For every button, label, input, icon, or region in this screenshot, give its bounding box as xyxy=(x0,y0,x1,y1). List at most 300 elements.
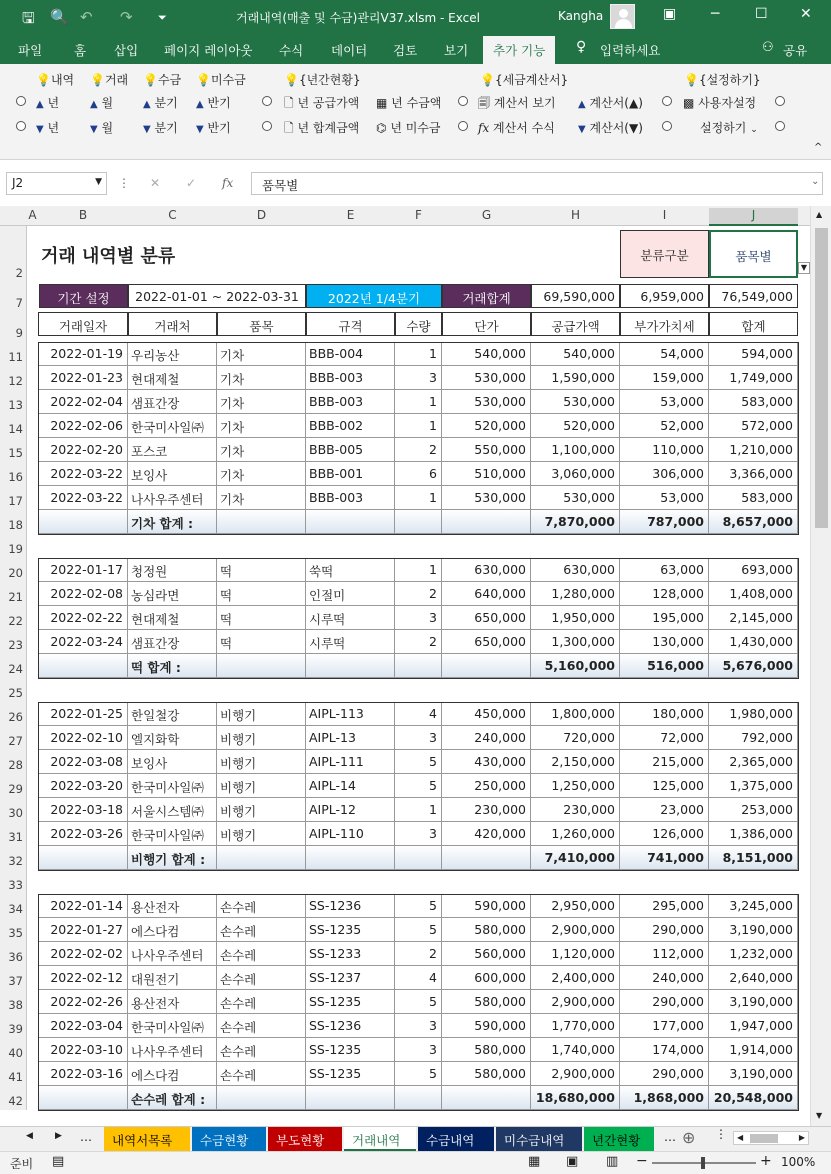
radio-annual-1[interactable] xyxy=(262,95,272,109)
cell[interactable]: 비행기 xyxy=(217,822,306,846)
cell[interactable]: BBB-003 xyxy=(306,390,395,414)
cell[interactable]: 1 xyxy=(395,342,442,366)
cell[interactable]: 1,800,000 xyxy=(531,702,620,726)
cell[interactable]: 한일철강 xyxy=(128,702,217,726)
ribbon-year-down[interactable]: ▼ 년 xyxy=(36,121,60,135)
cell[interactable]: 306,000 xyxy=(620,462,709,486)
cell[interactable]: 2022-03-22 xyxy=(38,486,128,510)
menu-addins[interactable]: 추가 기능 xyxy=(483,36,555,64)
sheet-tab[interactable]: 수금현황 xyxy=(192,1127,266,1151)
cell[interactable]: 쑥떡 xyxy=(306,558,395,582)
cell[interactable]: 240,000 xyxy=(442,726,531,750)
cell[interactable]: 1,770,000 xyxy=(531,1014,620,1038)
row-header[interactable]: 37 xyxy=(0,966,27,990)
cell[interactable]: 240,000 xyxy=(620,966,709,990)
cell[interactable]: 52,000 xyxy=(620,414,709,438)
cell[interactable]: 2022-03-24 xyxy=(38,630,128,654)
sheet-tab[interactable]: 미수금내역 xyxy=(496,1127,582,1151)
row-header[interactable]: 38 xyxy=(0,990,27,1014)
ribbon-year-unpaid[interactable]: ⌬ 년 미수금 xyxy=(376,121,441,135)
row-header[interactable]: 26 xyxy=(0,702,27,726)
scroll-thumb[interactable] xyxy=(815,228,828,528)
scroll-down-icon[interactable]: ▼ xyxy=(816,1111,823,1120)
cell[interactable]: 2022-03-04 xyxy=(38,1014,128,1038)
cell[interactable]: 4 xyxy=(395,966,442,990)
sheet-tab[interactable]: 부도현황 xyxy=(268,1127,342,1151)
row-header[interactable]: 42 xyxy=(0,1086,27,1110)
enter-icon[interactable]: ✓ xyxy=(186,176,197,190)
cell[interactable]: 5 xyxy=(395,750,442,774)
horizontal-scrollbar[interactable] xyxy=(733,1131,809,1145)
ribbon-month-down[interactable]: ▼ 월 xyxy=(90,121,114,135)
cell[interactable]: 174,000 xyxy=(620,1038,709,1062)
sheet-tab[interactable]: 년간현황 xyxy=(584,1127,654,1151)
cell[interactable]: 63,000 xyxy=(620,558,709,582)
cell[interactable]: SS-1235 xyxy=(306,918,395,942)
cell[interactable]: 2,150,000 xyxy=(531,750,620,774)
cell[interactable]: 195,000 xyxy=(620,606,709,630)
column-header[interactable]: B xyxy=(78,208,88,222)
ribbon-btn-trade[interactable]: 💡거래 xyxy=(90,73,129,87)
period-value[interactable]: 2022-01-01 ~ 2022-03-31 xyxy=(128,284,306,308)
ribbon-user-settings[interactable]: ▩ 사용자설정 xyxy=(683,96,757,110)
row-header[interactable]: 35 xyxy=(0,918,27,942)
cell[interactable]: 2,900,000 xyxy=(531,918,620,942)
cell[interactable]: 112,000 xyxy=(620,942,709,966)
cell[interactable]: 포스코 xyxy=(128,438,217,462)
share-button[interactable]: 공유 xyxy=(783,43,808,58)
cell[interactable]: 1,947,000 xyxy=(709,1014,798,1038)
cell[interactable]: 2,365,000 xyxy=(709,750,798,774)
cell[interactable]: BBB-003 xyxy=(306,366,395,390)
cell[interactable]: 기차 xyxy=(217,462,306,486)
menu-page-layout[interactable]: 페이지 레이아웃 xyxy=(164,43,253,58)
cell[interactable]: 72,000 xyxy=(620,726,709,750)
cell[interactable]: 시루떡 xyxy=(306,606,395,630)
row-header[interactable]: 31 xyxy=(0,822,27,846)
cell[interactable]: 2 xyxy=(395,582,442,606)
cell[interactable]: 1,280,000 xyxy=(531,582,620,606)
cell[interactable]: 5 xyxy=(395,894,442,918)
cell[interactable]: 720,000 xyxy=(531,726,620,750)
cell[interactable]: 용산전자 xyxy=(128,990,217,1014)
zoom-out-icon[interactable]: − xyxy=(636,1153,648,1169)
ribbon-year-total[interactable]: 🗋 년 합계금액 xyxy=(284,121,360,135)
ribbon-settings-dropdown[interactable]: 설정하기 ⌄ xyxy=(700,121,758,135)
cell[interactable]: 떡 xyxy=(217,606,306,630)
name-box[interactable]: J2 ▼ xyxy=(6,172,107,195)
cell[interactable]: 5 xyxy=(395,918,442,942)
ribbon-quarter-up[interactable]: ▲ 분기 xyxy=(143,96,178,110)
worksheet[interactable] xyxy=(27,226,810,1120)
more-tabs-icon[interactable]: … xyxy=(80,1130,92,1144)
cell[interactable]: SS-1235 xyxy=(306,1062,395,1086)
cell[interactable]: 기차 xyxy=(217,414,306,438)
cell[interactable]: 520,000 xyxy=(442,414,531,438)
cell[interactable]: 5 xyxy=(395,774,442,798)
cell[interactable]: 3,190,000 xyxy=(709,1062,798,1086)
cell[interactable]: 1,590,000 xyxy=(531,366,620,390)
cell[interactable]: 2022-03-26 xyxy=(38,822,128,846)
cell[interactable]: BBB-002 xyxy=(306,414,395,438)
row-header[interactable]: 27 xyxy=(0,726,27,750)
radio-invoice-2[interactable] xyxy=(458,120,468,134)
column-header[interactable]: G xyxy=(481,208,492,222)
row-header[interactable]: 30 xyxy=(0,798,27,822)
vertical-scrollbar[interactable] xyxy=(810,206,831,1126)
row-header[interactable]: 33 xyxy=(0,870,27,894)
category-button[interactable]: 분류구분 xyxy=(620,230,709,278)
cell[interactable]: 128,000 xyxy=(620,582,709,606)
cell[interactable]: 1,950,000 xyxy=(531,606,620,630)
scroll-up-icon[interactable]: ▲ xyxy=(816,210,823,219)
cell[interactable]: 샘표간장 xyxy=(128,390,217,414)
cell[interactable]: 기차 xyxy=(217,342,306,366)
cell[interactable]: 2022-02-20 xyxy=(38,438,128,462)
radio-row2[interactable] xyxy=(16,95,26,109)
cell[interactable]: 1,100,000 xyxy=(531,438,620,462)
cell[interactable]: SS-1237 xyxy=(306,966,395,990)
cell[interactable]: 3 xyxy=(395,366,442,390)
print-preview-icon[interactable]: 🔍 xyxy=(50,8,69,26)
more-tabs-icon[interactable]: … xyxy=(664,1130,676,1144)
cell[interactable]: 나사우주센터 xyxy=(128,486,217,510)
cell[interactable]: 530,000 xyxy=(442,486,531,510)
cell[interactable]: 3,366,000 xyxy=(709,462,798,486)
scroll-left-icon[interactable]: ◀ xyxy=(737,1133,744,1142)
cell[interactable]: SS-1236 xyxy=(306,1014,395,1038)
cell[interactable]: 253,000 xyxy=(709,798,798,822)
cell[interactable]: 나사우주센터 xyxy=(128,942,217,966)
row-header[interactable]: 34 xyxy=(0,894,27,918)
ribbon-year-up[interactable]: ▲ 년 xyxy=(36,96,60,110)
cell[interactable]: 손수레 xyxy=(217,942,306,966)
radio-settings-2[interactable] xyxy=(775,95,785,109)
radio-row3[interactable] xyxy=(16,120,26,134)
cell[interactable]: 기차 xyxy=(217,486,306,510)
cell[interactable]: 1,408,000 xyxy=(709,582,798,606)
zoom-slider[interactable] xyxy=(652,1162,756,1164)
zoom-in-icon[interactable]: + xyxy=(760,1153,772,1169)
cell[interactable]: 583,000 xyxy=(709,486,798,510)
cell[interactable]: 125,000 xyxy=(620,774,709,798)
cell[interactable]: 한국미사일㈜ xyxy=(128,414,217,438)
column-header[interactable]: J xyxy=(709,208,798,226)
cell[interactable]: 630,000 xyxy=(442,558,531,582)
cell[interactable]: 1,740,000 xyxy=(531,1038,620,1062)
cell[interactable]: 2022-01-14 xyxy=(38,894,128,918)
cell[interactable]: 2,900,000 xyxy=(531,990,620,1014)
customize-quick-access-icon[interactable]: ⏷ xyxy=(158,11,167,24)
cell[interactable]: 1,980,000 xyxy=(709,702,798,726)
cell[interactable]: 엘지화학 xyxy=(128,726,217,750)
cell[interactable]: AIPL-14 xyxy=(306,774,395,798)
row-header[interactable]: 13 xyxy=(0,390,27,414)
cell[interactable]: 비행기 xyxy=(217,750,306,774)
cell[interactable]: 대원전기 xyxy=(128,966,217,990)
redo-icon[interactable]: ↷ xyxy=(120,8,133,26)
ribbon-half-up[interactable]: ▲ 반기 xyxy=(196,96,231,110)
column-header[interactable]: I xyxy=(662,208,667,222)
row-header[interactable]: 20 xyxy=(0,558,27,582)
radio-invoice-1[interactable] xyxy=(458,95,468,109)
menu-file[interactable]: 파일 xyxy=(18,43,43,58)
cell[interactable]: 비행기 xyxy=(217,798,306,822)
cell[interactable]: 손수레 xyxy=(217,1014,306,1038)
row-header[interactable]: 25 xyxy=(0,678,27,702)
cell[interactable]: 572,000 xyxy=(709,414,798,438)
cell[interactable]: 비행기 xyxy=(217,726,306,750)
cell[interactable]: 에스다컴 xyxy=(128,1062,217,1086)
scroll-thumb[interactable] xyxy=(750,1134,778,1143)
cell[interactable]: BBB-005 xyxy=(306,438,395,462)
row-header[interactable]: 19 xyxy=(0,534,27,558)
cell[interactable]: 1 xyxy=(395,558,442,582)
cell[interactable]: 2022-02-04 xyxy=(38,390,128,414)
cell[interactable]: 580,000 xyxy=(442,918,531,942)
ribbon-btn-unpaid[interactable]: 💡미수금 xyxy=(196,73,246,87)
menu-data[interactable]: 데이터 xyxy=(331,43,368,58)
cell[interactable]: 비행기 xyxy=(217,702,306,726)
cell[interactable]: 159,000 xyxy=(620,366,709,390)
ribbon-btn-detail[interactable]: 💡내역 xyxy=(36,73,75,87)
cell[interactable]: 2,640,000 xyxy=(709,966,798,990)
cell[interactable]: 1 xyxy=(395,390,442,414)
radio-annual-2[interactable] xyxy=(262,120,272,134)
cell[interactable]: 2022-01-17 xyxy=(38,558,128,582)
cell[interactable]: 기차 xyxy=(217,438,306,462)
cell[interactable]: 530,000 xyxy=(442,390,531,414)
row-header[interactable]: 12 xyxy=(0,366,27,390)
user-name[interactable]: Kangha xyxy=(558,9,604,23)
cell[interactable]: AIPL-110 xyxy=(306,822,395,846)
cell[interactable]: 샘표간장 xyxy=(128,630,217,654)
cell[interactable]: 53,000 xyxy=(620,486,709,510)
cell[interactable]: 177,000 xyxy=(620,1014,709,1038)
cell[interactable]: 530,000 xyxy=(442,366,531,390)
new-sheet-icon[interactable]: ⊕ xyxy=(682,1128,696,1147)
cell[interactable]: 2022-02-26 xyxy=(38,990,128,1014)
cell[interactable]: AIPL-12 xyxy=(306,798,395,822)
cell[interactable]: 130,000 xyxy=(620,630,709,654)
radio-settings-4[interactable] xyxy=(775,120,785,134)
cell[interactable]: BBB-004 xyxy=(306,342,395,366)
cell[interactable]: 1,260,000 xyxy=(531,822,620,846)
normal-view-icon[interactable]: ▦ xyxy=(528,1154,541,1169)
cell[interactable]: 2022-02-22 xyxy=(38,606,128,630)
cell[interactable]: BBB-003 xyxy=(306,486,395,510)
cell[interactable]: 640,000 xyxy=(442,582,531,606)
cell[interactable]: 4 xyxy=(395,702,442,726)
zoom-level[interactable]: 100% xyxy=(781,1155,816,1169)
cell[interactable]: 3 xyxy=(395,1038,442,1062)
radio-settings-3[interactable] xyxy=(662,120,672,134)
cell[interactable]: 1 xyxy=(395,486,442,510)
row-header[interactable]: 28 xyxy=(0,750,27,774)
row-header[interactable]: 15 xyxy=(0,438,27,462)
cell[interactable]: 에스다컴 xyxy=(128,918,217,942)
cell[interactable]: 693,000 xyxy=(709,558,798,582)
cell[interactable]: 2022-02-12 xyxy=(38,966,128,990)
cell[interactable]: AIPL-111 xyxy=(306,750,395,774)
cell[interactable]: 1,375,000 xyxy=(709,774,798,798)
cell[interactable]: 손수레 xyxy=(217,990,306,1014)
cell[interactable]: 530,000 xyxy=(531,390,620,414)
row-header[interactable]: 32 xyxy=(0,846,27,870)
cell[interactable]: 떡 xyxy=(217,582,306,606)
cell[interactable]: 180,000 xyxy=(620,702,709,726)
minimize-icon[interactable]: ─ xyxy=(711,6,720,22)
cell[interactable]: 2,900,000 xyxy=(531,1062,620,1086)
cell[interactable]: 5 xyxy=(395,1062,442,1086)
menu-insert[interactable]: 삽입 xyxy=(114,43,139,58)
row-header[interactable]: 7 xyxy=(0,282,27,312)
cell[interactable]: 2 xyxy=(395,942,442,966)
cell[interactable]: 시루떡 xyxy=(306,630,395,654)
ribbon-btn-collect[interactable]: 💡수금 xyxy=(143,73,182,87)
cell[interactable]: 54,000 xyxy=(620,342,709,366)
cell[interactable]: 청정원 xyxy=(128,558,217,582)
cell[interactable]: 594,000 xyxy=(709,342,798,366)
cell[interactable]: 손수레 xyxy=(217,894,306,918)
cell[interactable]: 430,000 xyxy=(442,750,531,774)
cell[interactable]: 792,000 xyxy=(709,726,798,750)
column-header[interactable]: F xyxy=(415,208,422,222)
cell[interactable]: 2022-01-27 xyxy=(38,918,128,942)
cell[interactable]: 520,000 xyxy=(531,414,620,438)
ribbon-invoice-view[interactable]: 🗐 계산서 보기 xyxy=(478,96,556,110)
row-header[interactable]: 11 xyxy=(0,342,27,366)
cell[interactable]: 1,232,000 xyxy=(709,942,798,966)
cell[interactable]: 우리농산 xyxy=(128,342,217,366)
sheet-tab[interactable]: 수금내역 xyxy=(418,1127,494,1151)
cell[interactable]: 290,000 xyxy=(620,990,709,1014)
cell[interactable]: 6 xyxy=(395,462,442,486)
cell[interactable]: 2022-01-25 xyxy=(38,702,128,726)
cell[interactable]: 295,000 xyxy=(620,894,709,918)
cell[interactable]: 2022-03-20 xyxy=(38,774,128,798)
cell[interactable]: 용산전자 xyxy=(128,894,217,918)
maximize-icon[interactable]: ☐ xyxy=(755,6,768,22)
cell[interactable]: 590,000 xyxy=(442,1014,531,1038)
cell[interactable]: 3 xyxy=(395,726,442,750)
cell[interactable]: AIPL-13 xyxy=(306,726,395,750)
save-icon[interactable]: 🖫 xyxy=(22,9,35,27)
cell[interactable]: 한국미사일㈜ xyxy=(128,774,217,798)
cell[interactable]: 1,250,000 xyxy=(531,774,620,798)
cell[interactable]: 2022-03-16 xyxy=(38,1062,128,1086)
cell[interactable]: 580,000 xyxy=(442,1038,531,1062)
cell[interactable]: 650,000 xyxy=(442,606,531,630)
cell[interactable]: 손수레 xyxy=(217,966,306,990)
row-header[interactable]: 18 xyxy=(0,510,27,534)
cell[interactable]: 3 xyxy=(395,822,442,846)
cell[interactable]: 2022-01-23 xyxy=(38,366,128,390)
row-header[interactable]: 41 xyxy=(0,1062,27,1086)
row-header[interactable]: 14 xyxy=(0,414,27,438)
cell[interactable]: 2 xyxy=(395,438,442,462)
row-header[interactable]: 9 xyxy=(0,312,27,342)
cell[interactable]: 550,000 xyxy=(442,438,531,462)
column-header[interactable]: C xyxy=(168,208,177,222)
cell[interactable]: 한국미사일㈜ xyxy=(128,1014,217,1038)
cancel-icon[interactable]: ✕ xyxy=(150,176,161,190)
cell[interactable]: 비행기 xyxy=(217,774,306,798)
cell[interactable]: 420,000 xyxy=(442,822,531,846)
cell[interactable]: BBB-001 xyxy=(306,462,395,486)
column-header[interactable]: A xyxy=(28,208,37,222)
cell[interactable]: 1,749,000 xyxy=(709,366,798,390)
cell[interactable]: 2022-02-06 xyxy=(38,414,128,438)
select-all[interactable] xyxy=(0,208,27,226)
cell[interactable]: 2,145,000 xyxy=(709,606,798,630)
cell[interactable]: 인절미 xyxy=(306,582,395,606)
undo-icon[interactable]: ↶ xyxy=(80,8,93,26)
page-layout-view-icon[interactable]: ▣ xyxy=(566,1154,579,1169)
cell[interactable]: 230,000 xyxy=(531,798,620,822)
cell[interactable]: 560,000 xyxy=(442,942,531,966)
row-header[interactable]: 16 xyxy=(0,462,27,486)
cell[interactable]: 290,000 xyxy=(620,1062,709,1086)
ribbon-year-collect[interactable]: ▦ 년 수금액 xyxy=(376,96,442,110)
tab-scroll-right-icon[interactable]: ▶ xyxy=(55,1131,62,1141)
cell[interactable]: 1 xyxy=(395,414,442,438)
cell[interactable]: 2022-02-02 xyxy=(38,942,128,966)
column-header[interactable]: D xyxy=(256,208,267,222)
menu-home[interactable]: 홈 xyxy=(74,43,87,58)
cell[interactable]: 23,000 xyxy=(620,798,709,822)
scroll-right-icon[interactable]: ▶ xyxy=(798,1133,805,1142)
cell[interactable]: 현대제철 xyxy=(128,366,217,390)
cell[interactable]: 2022-02-08 xyxy=(38,582,128,606)
cell[interactable]: SS-1235 xyxy=(306,990,395,1014)
cell[interactable]: 2022-03-10 xyxy=(38,1038,128,1062)
cell[interactable]: 떡 xyxy=(217,558,306,582)
ribbon-month-up[interactable]: ▲ 월 xyxy=(90,96,114,110)
cell[interactable]: 3 xyxy=(395,1014,442,1038)
macro-record-icon[interactable]: ▤ xyxy=(52,1154,65,1169)
cell[interactable]: 손수레 xyxy=(217,1038,306,1062)
collapse-ribbon-icon[interactable]: ^ xyxy=(814,142,823,153)
row-header[interactable]: 36 xyxy=(0,942,27,966)
cell[interactable]: 540,000 xyxy=(531,342,620,366)
menu-view[interactable]: 보기 xyxy=(444,43,469,58)
cell[interactable]: 3,060,000 xyxy=(531,462,620,486)
cell[interactable]: 580,000 xyxy=(442,1062,531,1086)
cell[interactable]: 1,386,000 xyxy=(709,822,798,846)
cell[interactable]: 450,000 xyxy=(442,702,531,726)
cell[interactable]: 한국미사일㈜ xyxy=(128,822,217,846)
menu-formulas[interactable]: 수식 xyxy=(279,43,304,58)
row-header[interactable]: 2 xyxy=(0,226,27,282)
cell[interactable]: 2022-03-08 xyxy=(38,750,128,774)
cell[interactable]: SS-1233 xyxy=(306,942,395,966)
cell[interactable]: 나사우주센터 xyxy=(128,1038,217,1062)
cell[interactable]: 1,210,000 xyxy=(709,438,798,462)
cell[interactable]: 1,120,000 xyxy=(531,942,620,966)
cell[interactable]: SS-1236 xyxy=(306,894,395,918)
cell[interactable]: 215,000 xyxy=(620,750,709,774)
tell-me-input[interactable]: 입력하세요 xyxy=(600,43,661,58)
sheet-tab[interactable]: 내역서목록 xyxy=(104,1127,190,1151)
row-header[interactable]: 29 xyxy=(0,774,27,798)
close-icon[interactable]: ✕ xyxy=(800,6,812,22)
dropdown-arrow-icon[interactable]: ▼ xyxy=(798,262,810,274)
cell[interactable]: 기차 xyxy=(217,366,306,390)
row-header[interactable]: 40 xyxy=(0,1038,27,1062)
cell[interactable]: 590,000 xyxy=(442,894,531,918)
row-header[interactable]: 24 xyxy=(0,654,27,678)
